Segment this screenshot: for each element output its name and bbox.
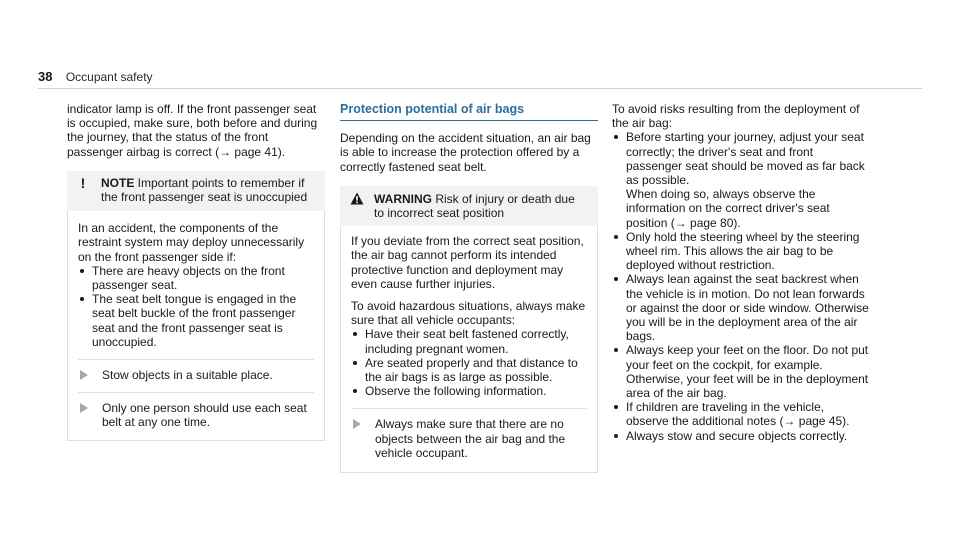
note-panel xyxy=(67,211,325,440)
warning-box xyxy=(340,186,598,226)
divider xyxy=(78,392,314,393)
page-number: 38 xyxy=(38,69,53,84)
note-panel-text: In an accident, the components of the restraint system may deploy unnecessarily on the front passenger side if: xyxy=(78,221,305,264)
header-rule xyxy=(38,88,922,89)
step-arrow-icon xyxy=(353,419,361,429)
warning-paragraph: To avoid hazardous situations, always make sure that all vehicle occupants: xyxy=(351,299,586,328)
exclamation-icon: ! xyxy=(80,174,86,191)
divider xyxy=(351,408,587,409)
note-bullets xyxy=(78,264,314,349)
warning-bullets xyxy=(351,327,587,398)
list-item: Always lean against the seat backrest when the vehicle is in motion. Do not lean forwards or against the door or side window. Otherwise you will be in the deployment area of the air bags. xyxy=(612,272,870,343)
list-item: If children are traveling in the vehicle, observe the additional notes (→ page 45). xyxy=(612,400,870,428)
list-item: Always keep your feet on the floor. Do not put your feet on the cockpit, for example. Otherwise, your feet will be in the deployment area of the air bag. xyxy=(612,343,870,400)
note-label: NOTE xyxy=(101,175,135,190)
step-text: Only one person should use each seat belt at any one time. xyxy=(102,401,307,430)
warning-triangle-icon xyxy=(350,192,364,205)
list-item: Observe the following information. xyxy=(351,384,587,398)
step-arrow-icon xyxy=(80,403,88,413)
list-item: Always stow and secure objects correctly. xyxy=(612,429,870,443)
step-item xyxy=(78,368,314,382)
page-title: Occupant safety xyxy=(65,70,153,84)
section-title: Protection potential of air bags xyxy=(340,102,598,121)
risk-bullets xyxy=(612,130,870,442)
warning-paragraph: If you deviate from the correct seat position, the air bag cannot perform its intended protective function and deployment may even cause further injuries. xyxy=(351,234,584,291)
section-intro: Depending on the accident situation, an air bag is able to increase the protection offered by a correctly fastened seat belt. xyxy=(340,131,591,174)
column-middle xyxy=(340,102,598,473)
list-item: The seat belt tongue is engaged in the seat belt buckle of the front passenger seat and the front passenger seat is unoccupied. xyxy=(78,292,314,349)
step-item xyxy=(351,417,587,460)
divider xyxy=(78,359,314,360)
page-header xyxy=(38,70,153,84)
list-item: There are heavy objects on the front passenger seat. xyxy=(78,264,314,292)
step-item xyxy=(78,401,314,429)
list-item: Only hold the steering wheel by the steering wheel rim. This allows the air bag to be deployed without restriction. xyxy=(612,230,870,273)
intro-paragraph: To avoid risks resulting from the deployment of the air bag: xyxy=(612,102,860,131)
list-item-text: Before starting your journey, adjust your seat correctly; the driver's seat and front passenger seat should be moved as far back as possible. xyxy=(626,130,865,188)
note-text: Important points to remember if the front passenger seat is unoccupied xyxy=(101,175,308,205)
warning-label: WARNING xyxy=(374,191,432,206)
step-text: Stow objects in a suitable place. xyxy=(102,368,273,383)
step-text: Always make sure that there are no objects between the air bag and the vehicle occupant. xyxy=(375,417,566,460)
list-item: Are seated properly and that distance to the air bags is as large as possible. xyxy=(351,356,587,384)
warning-panel xyxy=(340,226,598,473)
list-item: Have their seat belt fastened correctly, including pregnant women. xyxy=(351,327,587,355)
column-left xyxy=(67,102,325,441)
intro-paragraph: indicator lamp is off. If the front passenger seat is occupied, make sure, both before and during the journey, that the status of the front passenger airbag is correct (→ page 41). xyxy=(67,102,318,159)
sub-note: When doing so, always observe the information on the correct driver's seat position (→ page 80). xyxy=(626,187,830,230)
note-box xyxy=(67,171,325,211)
column-right xyxy=(612,102,870,443)
step-arrow-icon xyxy=(80,370,88,380)
warning-text: Risk of injury or death due to incorrect seat position xyxy=(374,191,575,221)
list-item xyxy=(612,130,870,229)
